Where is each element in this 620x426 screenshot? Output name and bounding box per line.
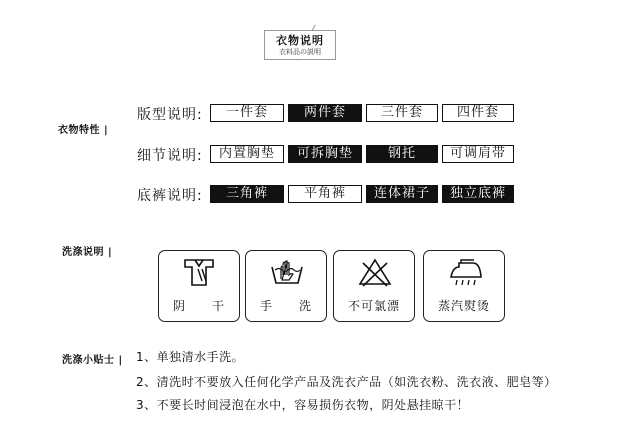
fit-option-three-piece: 三件套 — [366, 104, 438, 122]
bottom-option-boxers: 平角裤 — [288, 185, 362, 203]
care-card-shade-dry — [158, 250, 240, 322]
header-title-box — [264, 30, 336, 60]
fit-option-two-piece: 两件套 — [288, 104, 362, 122]
care-label-shade-dry: 阴 干 — [172, 299, 225, 313]
care-label-steam-iron: 蒸汽熨烫 — [437, 299, 490, 313]
detail-option-adjustable-strap: 可调肩带 — [442, 145, 514, 163]
no-bleach-icon — [357, 257, 393, 287]
fit-option-one-piece: 一件套 — [210, 104, 284, 122]
care-card-hand-wash — [245, 250, 327, 322]
care-label-hand-wash: 手 洗 — [259, 299, 312, 313]
page-title: 衣物说明 — [276, 34, 324, 47]
care-card-no-bleach — [333, 250, 415, 322]
hand-wash-icon — [269, 257, 305, 287]
shade-dry-icon — [182, 257, 216, 287]
care-card-steam-iron — [423, 250, 505, 322]
attributes-section-label: 衣物特性 | — [58, 125, 109, 136]
bottom-option-briefs: 三角裤 — [210, 185, 284, 203]
fit-row-label: 版型说明: — [137, 107, 203, 123]
washing-section-label: 洗涤说明 | — [62, 247, 113, 258]
tip-item-2: 2、清洗时不要放入任何化学产品及洗衣产品（如洗衣粉、洗衣液、肥皂等） — [136, 375, 557, 389]
tips-section-label: 洗涤小贴士 | — [62, 355, 123, 366]
fit-option-four-piece: 四件套 — [442, 104, 514, 122]
detail-option-removable-pad: 可拆胸垫 — [288, 145, 362, 163]
tip-item-3: 3、不要长时间浸泡在水中，容易损伤衣物，阴处悬挂晾干！ — [136, 398, 470, 412]
detail-option-underwire: 钢托 — [366, 145, 438, 163]
detail-row-label: 细节说明: — [137, 148, 203, 164]
care-label-no-bleach: 不可氯漂 — [347, 299, 400, 313]
bottom-row-label: 底裤说明: — [137, 188, 203, 204]
steam-iron-icon — [447, 257, 485, 287]
tip-item-1: 1、单独清水手洗。 — [136, 350, 245, 364]
bottom-option-separate-bottom: 独立底裤 — [442, 185, 514, 203]
bottom-option-one-piece-skirt: 连体裙子 — [366, 185, 438, 203]
detail-option-builtin-pad: 内置胸垫 — [210, 145, 284, 163]
page-subtitle: 衣料品の説明 — [279, 48, 321, 56]
